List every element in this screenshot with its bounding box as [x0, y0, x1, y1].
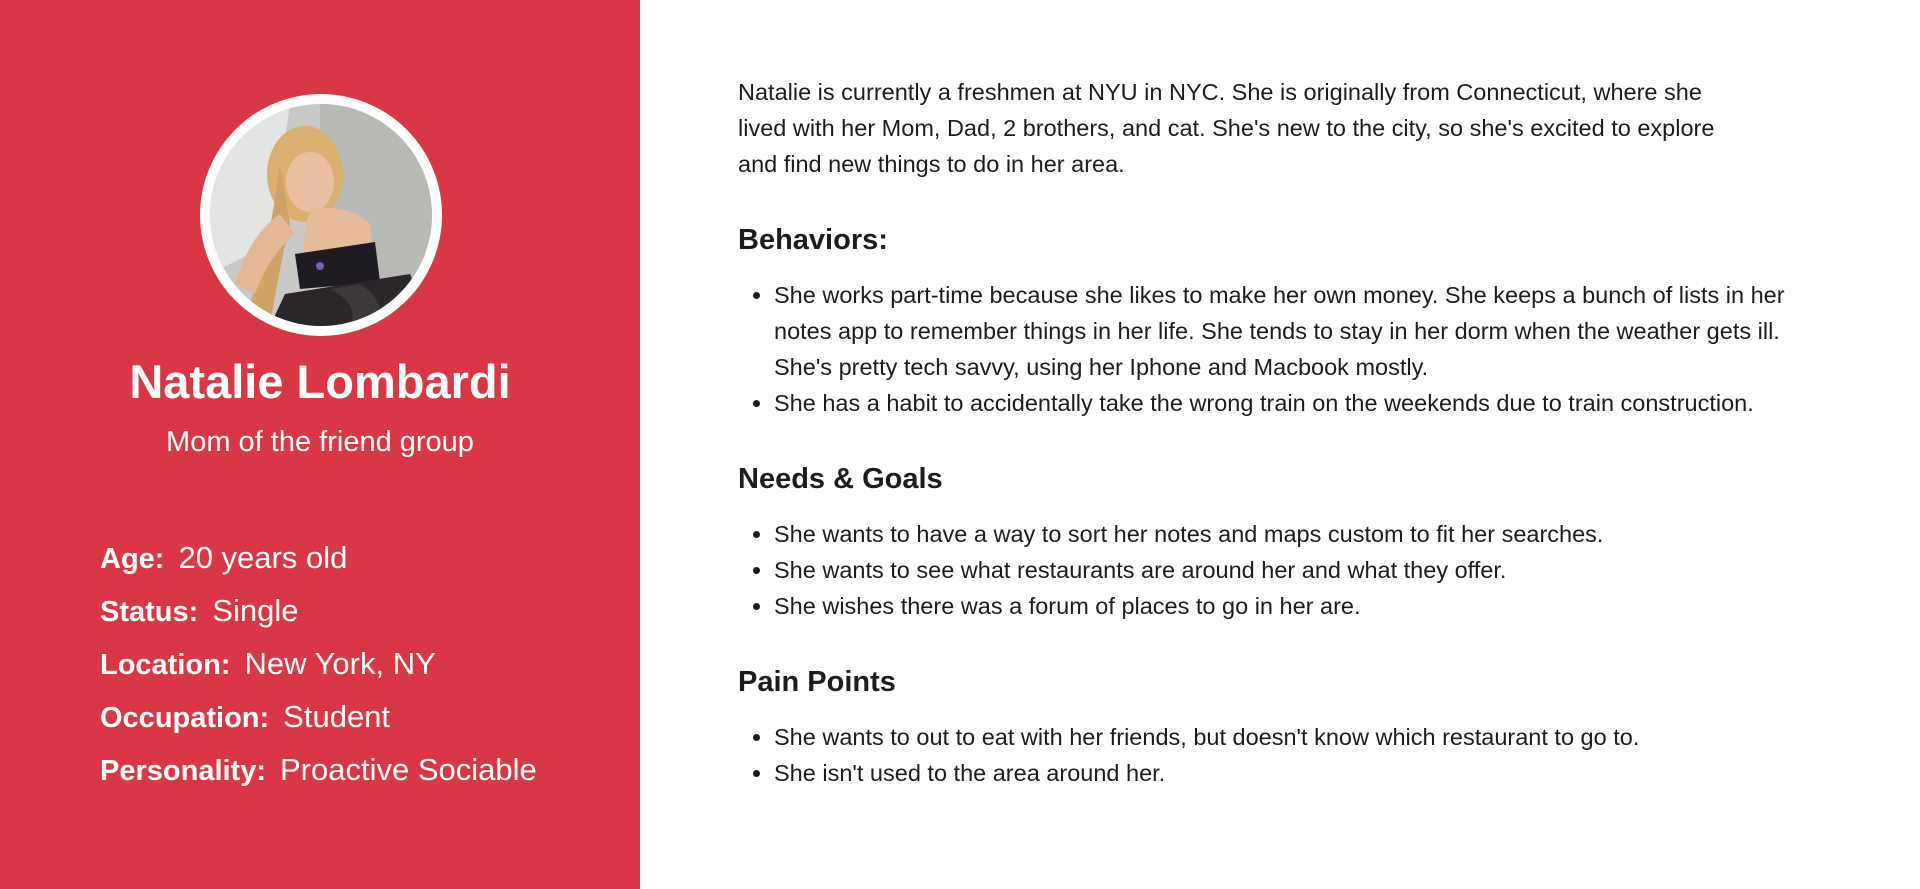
fact-value: Proactive Sociable [280, 752, 537, 787]
persona-tagline: Mom of the friend group [166, 426, 474, 458]
persona-details [738, 74, 1858, 791]
needs-goals-list [738, 516, 1858, 624]
behaviors-list [738, 277, 1844, 421]
persona-facts [100, 536, 620, 801]
fact-label: Age: [100, 543, 165, 575]
persona-name: Natalie Lombardi [129, 355, 511, 408]
needs-goals-heading: Needs & Goals [738, 463, 943, 495]
behaviors-heading: Behaviors: [738, 224, 888, 256]
fact-label: Status: [100, 596, 199, 628]
fact-label: Occupation: [100, 702, 270, 734]
list-item: • She wants to see what restaurants are around her and what they offer. [774, 552, 1858, 588]
fact-occupation [100, 695, 620, 748]
list-item: • She wishes there was a forum of places to go in her are. [774, 588, 1858, 624]
avatar-photo [210, 104, 432, 326]
fact-status [100, 589, 620, 642]
persona-bio: Natalie is currently a freshmen at NYU in NYC. She is originally from Connecticut, where she lived with her Mom, Dad, 2 brothers, and cat. She's new to the city, so she's excited to explore and find new things to do in her area. [738, 79, 1715, 177]
profile-panel [0, 0, 640, 889]
fact-personality [100, 748, 620, 801]
avatar [200, 94, 442, 336]
list-item: • She works part-time because she likes to make her own money. She keeps a bunch of lists in her notes app to remember things in her life. She tends to stay in her dorm when the weather gets ill. She's pretty tech savvy, using her Iphone and Macbook mostly. [774, 277, 1844, 385]
fact-value: 20 years old [178, 540, 348, 575]
fact-value: New York, NY [244, 646, 436, 681]
list-item: • She isn't used to the area around her. [774, 755, 1858, 791]
pain-points-list [738, 719, 1858, 791]
fact-label: Personality: [100, 755, 266, 787]
fact-location [100, 642, 620, 695]
list-item: • She wants to out to eat with her friends, but doesn't know which restaurant to go to. [774, 719, 1858, 755]
list-item: • She has a habit to accidentally take the wrong train on the weekends due to train construction. [774, 385, 1844, 421]
fact-label: Location: [100, 649, 231, 681]
fact-age [100, 536, 620, 589]
fact-value: Single [212, 593, 299, 628]
fact-value: Student [283, 699, 391, 734]
list-item: • She wants to have a way to sort her notes and maps custom to fit her searches. [774, 516, 1858, 552]
pain-points-heading: Pain Points [738, 666, 896, 698]
